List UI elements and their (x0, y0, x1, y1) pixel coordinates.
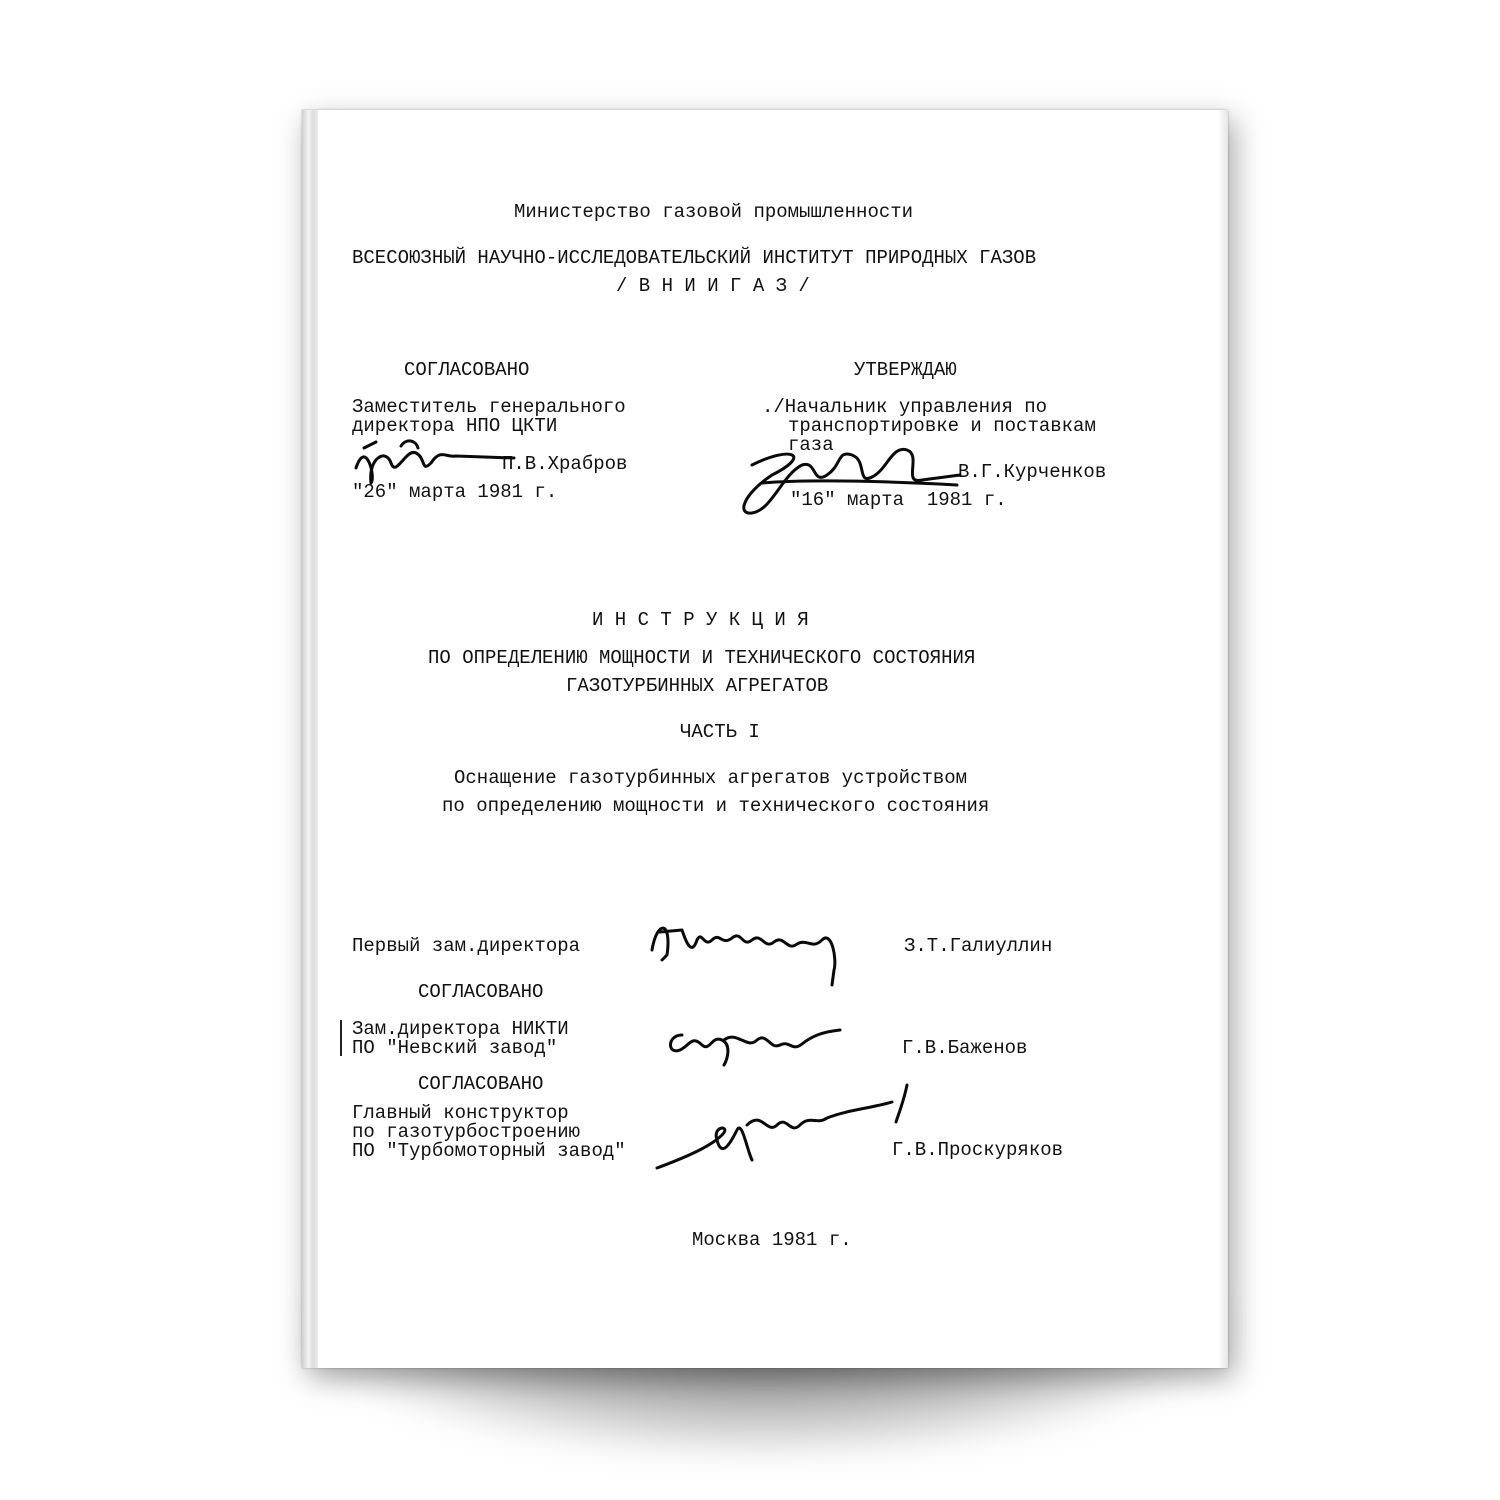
document-title: И Н С Т Р У К Ц И Я (592, 609, 809, 631)
margin-mark (340, 1020, 342, 1056)
book-edge (1218, 110, 1228, 1368)
left-approval-date: "26" марта 1981 г. (352, 481, 558, 503)
right-approval-name: В.Г.Курченков (958, 461, 1107, 483)
right-approval-heading: УТВЕРЖДАЮ (854, 359, 957, 381)
nikti-role2: ПО "Невский завод" (352, 1037, 558, 1059)
right-approval-line2: транспортировке и поставкам (788, 415, 1096, 437)
part-label: ЧАСТЬ I (680, 721, 760, 743)
right-approval-line3: газа (788, 434, 834, 456)
first-deputy-role: Первый зам.директора (352, 935, 581, 957)
signature-proskuryakov (652, 1080, 922, 1180)
document-cover (302, 110, 1228, 1368)
left-approval-heading: СОГЛАСОВАНО (404, 359, 530, 381)
signature-galiullin (642, 910, 862, 990)
left-approval-line1: Заместитель генерального (352, 396, 626, 418)
chief-role2: по газотурбостроению (352, 1121, 581, 1143)
title-line1: ПО ОПРЕДЕЛЕНИЮ МОЩНОСТИ И ТЕХНИЧЕСКОГО СОСТОЯНИЯ (428, 647, 976, 669)
chief-role3: ПО "Турбомоторный завод" (352, 1140, 626, 1162)
nikti-name: Г.В.Баженов (902, 1037, 1028, 1059)
place-year: Москва 1981 г. (692, 1229, 852, 1251)
ministry-name: Министерство газовой промышленности (514, 201, 914, 223)
signature-khrabrov (346, 428, 516, 488)
left-approval-name: П.В.Храбров (502, 453, 628, 475)
left-approval-line2: директора НПО ЦКТИ (352, 415, 558, 437)
agreed-label-1: СОГЛАСОВАНО (418, 981, 544, 1003)
title-line2: ГАЗОТУРБИННЫХ АГРЕГАТОВ (566, 675, 829, 697)
chief-name: Г.В.Проскуряков (892, 1139, 1064, 1161)
book-spine (302, 110, 318, 1368)
right-approval-date: "16" марта 1981 г. (790, 489, 1007, 511)
institute-abbr: / В Н И И Г А З / (616, 275, 810, 297)
chief-role1: Главный конструктор (352, 1102, 569, 1124)
subtitle-line1: Оснащение газотурбинных агрегатов устройством (454, 767, 968, 789)
signature-bazhenov (662, 1020, 842, 1070)
signature-kurchenkov (732, 435, 962, 520)
first-deputy-name: З.Т.Галиуллин (904, 935, 1053, 957)
subtitle-line2: по определению мощности и технического состояния (442, 795, 990, 817)
institute-name: ВСЕСОЮЗНЫЙ НАУЧНО-ИССЛЕДОВАТЕЛЬСКИЙ ИНСТИТУТ ПРИРОДНЫХ ГАЗОВ (352, 247, 1037, 269)
agreed-label-2: СОГЛАСОВАНО (418, 1073, 544, 1095)
right-approval-line1: ./Начальник управления по (762, 396, 1048, 418)
nikti-role1: Зам.директора НИКТИ (352, 1018, 569, 1040)
